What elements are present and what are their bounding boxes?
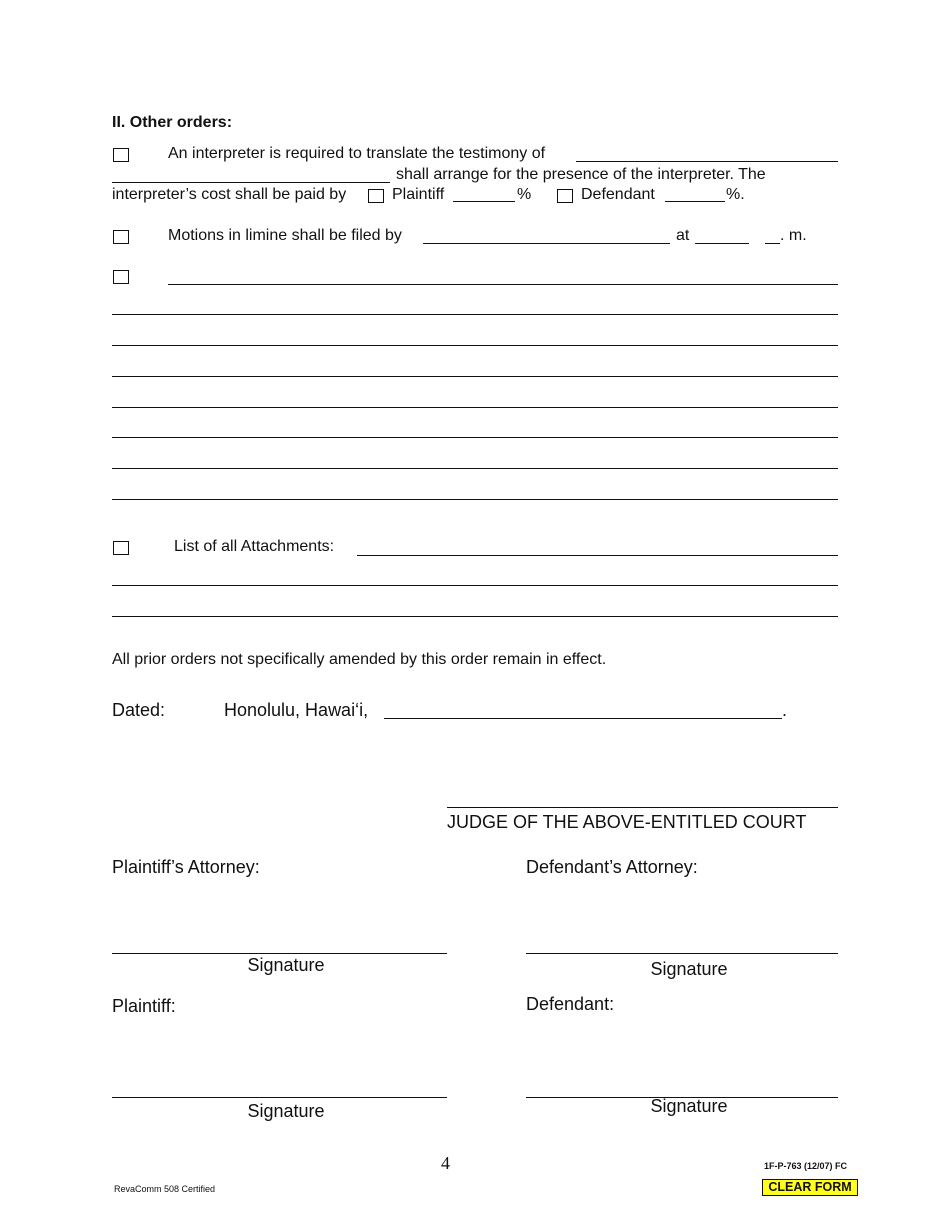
other-order-line-4[interactable] [112, 376, 838, 377]
defendant-attorney-signature-line[interactable] [526, 953, 838, 954]
interpreter-line2: shall arrange for the presence of the interpreter. The [396, 166, 766, 183]
plaintiff-attorney-label: Plaintiff’s Attorney: [112, 857, 260, 877]
attachments-label: List of all Attachments: [174, 538, 335, 555]
attachments-line-3[interactable] [112, 616, 838, 617]
prior-orders-statement: All prior orders not specifically amended by this order remain in effect. [112, 651, 607, 668]
defendant-percent-sign: %. [726, 186, 745, 203]
interpreter-cost-prefix: interpreter’s cost shall be paid by [112, 186, 347, 203]
dated-terminator: . [782, 700, 788, 720]
section-heading: II. Other orders: [112, 114, 233, 131]
motions-meridiem: . m. [780, 227, 807, 244]
page-number: 4 [441, 1153, 450, 1173]
other-order-line-5[interactable] [112, 407, 838, 408]
plaintiff-attorney-signature-line[interactable] [112, 953, 447, 954]
other-order-line-3[interactable] [112, 345, 838, 346]
other-order-checkbox[interactable] [113, 270, 129, 284]
dated-place: Honolulu, Hawai‘i, [224, 700, 369, 720]
plaintiff-attorney-signature-caption: Signature [247, 955, 325, 975]
judge-label: JUDGE OF THE ABOVE-ENTITLED COURT [447, 812, 807, 832]
interpreter-checkbox[interactable] [113, 148, 129, 162]
defendant-cost-checkbox[interactable] [557, 189, 573, 203]
testimony-of-field[interactable] [576, 161, 838, 162]
plaintiff-label: Plaintiff: [112, 996, 176, 1016]
plaintiff-cost-label: Plaintiff [392, 186, 445, 203]
motions-at-label: at [676, 227, 690, 244]
defendant-attorney-label: Defendant’s Attorney: [526, 857, 698, 877]
other-order-line-1[interactable] [168, 284, 838, 285]
motions-checkbox[interactable] [113, 230, 129, 244]
plaintiff-cost-checkbox[interactable] [368, 189, 384, 203]
dated-date-field[interactable] [384, 718, 782, 719]
other-order-line-7[interactable] [112, 468, 838, 469]
judge-signature-line[interactable] [447, 807, 838, 808]
motions-time-field[interactable] [695, 243, 749, 244]
defendant-percent-field[interactable] [665, 201, 725, 202]
dated-label: Dated: [112, 700, 166, 720]
plaintiff-percent-field[interactable] [453, 201, 515, 202]
other-order-line-8[interactable] [112, 499, 838, 500]
motions-ampm-field[interactable] [765, 243, 780, 244]
interpreter-line1: An interpreter is required to translate the testimony of [168, 145, 546, 162]
form-code: 1F-P-763 (12/07) FC [764, 1161, 848, 1171]
plaintiff-signature-line[interactable] [112, 1097, 447, 1098]
attachments-checkbox[interactable] [113, 541, 129, 555]
other-order-line-2[interactable] [112, 314, 838, 315]
plaintiff-percent-sign: % [517, 186, 532, 203]
defendant-cost-label: Defendant [581, 186, 655, 203]
certified-label: RevaComm 508 Certified [114, 1184, 216, 1194]
motions-date-field[interactable] [423, 243, 670, 244]
plaintiff-signature-caption: Signature [247, 1101, 325, 1121]
clear-form-button[interactable]: CLEAR FORM [762, 1179, 858, 1196]
attachments-line-1[interactable] [357, 555, 838, 556]
defendant-attorney-signature-caption: Signature [650, 959, 728, 979]
defendant-label: Defendant: [526, 994, 615, 1014]
defendant-signature-caption: Signature [650, 1096, 728, 1116]
attachments-line-2[interactable] [112, 585, 838, 586]
motions-label: Motions in limine shall be filed by [168, 227, 402, 244]
other-order-line-6[interactable] [112, 437, 838, 438]
arranging-party-field[interactable] [112, 182, 390, 183]
